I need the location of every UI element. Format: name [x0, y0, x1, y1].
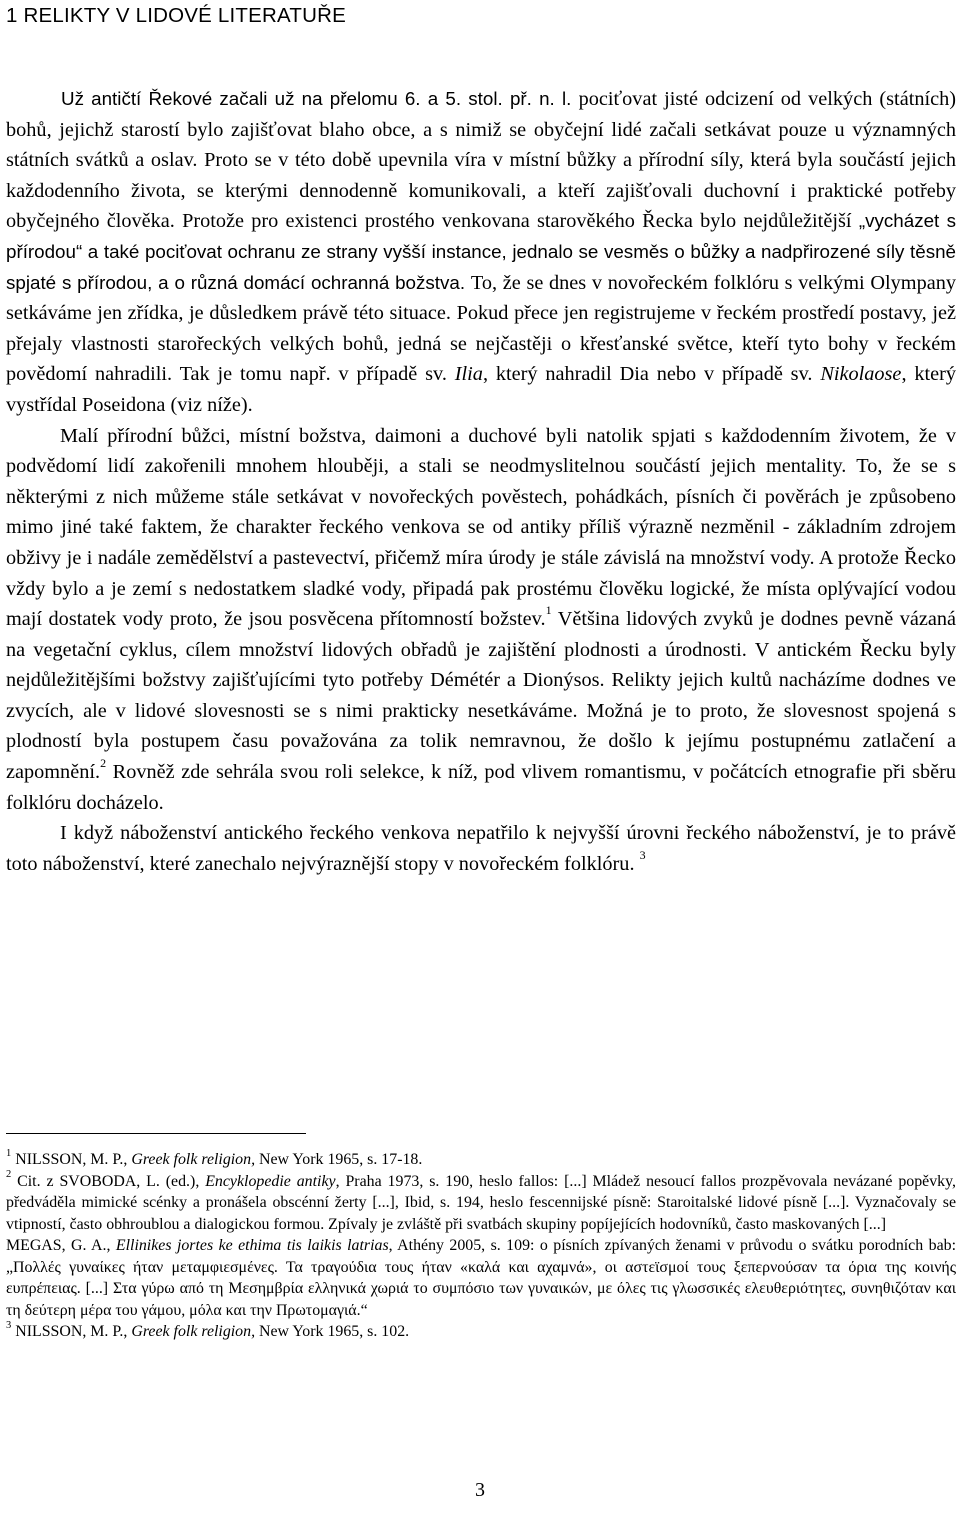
footnote-ref-2[interactable]: 2	[100, 756, 107, 771]
text-run: Většina lidových zvyků je dodnes pevně vázaná na vegetační cyklus, cílem množství lidových obřadů je zajištění plodnosti a úrodnosti. V antickém Řecku byly nejdůležitějšími božstvy zajišťujícími tyto potřeby Démétér a Dionýsos. Relikty jejich kultů nacházíme dodnes ve zvycích, ale v lidové slovesnosti se s nimi prakticky nesetkáváme. Možná je to proto, že slovesnost spojená s plodností byla postupem času považována za tolik nemravnou, že došlo k jejímu postupnému zatlačení a zapomnění.	[6, 608, 956, 784]
footnote-title: Ellinikes jortes ke ethima tis laikis latrias	[115, 1237, 389, 1254]
text-run: „vycházet s přírodou“ a také pociťovat ochranu ze strany vyšší instance, jednalo se vesměs o bůžky a nadpřirozené síly těsně spjaté s přírodou, a o různá domácí ochranná božstva.	[6, 210, 957, 293]
chapter-heading: 1 RELIKTY V LIDOVÉ LITERATUŘE	[6, 4, 346, 27]
text-run: Rovněž zde sehrála svou roli selekce, k níž, pod vlivem romantismu, v počátcích etnografie při sběru folklóru docházelo.	[6, 761, 956, 814]
footnotes	[6, 1149, 956, 1343]
footnote-text: New York 1965, s. 102.	[255, 1323, 410, 1340]
footnote-number: 2	[6, 1169, 12, 1181]
text-run: Malí přírodní bůžci, místní božstva, daimoni a duchové byli natolik spjati s každodenním životem, že v podvědomí lidí zakořenili mnohem hlouběji, a stali se neodmyslitelnou součástí jejich mentality.	[6, 424, 956, 478]
footnote-1	[6, 1149, 956, 1171]
footnote-text: Cit. z SVOBODA, L. (ed.),	[11, 1172, 206, 1190]
body-text	[6, 84, 956, 879]
footnote-ref-1[interactable]: 1	[545, 603, 552, 618]
paragraph-1	[6, 84, 956, 421]
emphasis-ilia: Ilia	[454, 363, 483, 386]
footnote-text: NILSSON, M. P.,	[11, 1151, 132, 1168]
footnote-number: 1	[6, 1147, 12, 1159]
footnote-3	[6, 1321, 956, 1343]
text-run: To, že se dnes v novořeckém folklóru s velkými Olympany setkáváme jen zřídka, je důsledkem právě této situace.	[6, 271, 956, 325]
text-run: Už antičtí Řekové začali už na přelomu 6. a 5. stol. př. n. l.	[61, 88, 579, 109]
emphasis-nikolaose: Nikolaose	[820, 363, 902, 386]
footnote-text: , Praha 1973, s. 190, heslo fallos: [...] Mládež nesoucí fallos prozpěvovala nevázané popěvky, předváděla mimické scénky a pronášela obscénní žerty [...], Ibid, s. 194, heslo fescennijské písně: Staroitalské lidové písně [...]. Vyznačovaly se vtipností, často obhroublou a dialogickou formou. Zpívaly je zvláště při svatbách skupiny popíjejících hodovníků, často maskovaných [...]	[6, 1172, 956, 1233]
footnote-2-continued	[6, 1235, 956, 1321]
text-run: I když náboženství antického řeckého venkova nepatřilo k nejvyšší úrovni řeckého náboženství, je to právě toto náboženství, které zanechalo nejvýraznější stopy v novořeckém folklóru.	[6, 822, 956, 875]
page-number: 3	[475, 1479, 485, 1501]
footnote-title: Greek folk religion,	[131, 1151, 256, 1168]
text-run: To, že se s některými z nich můžeme stále setkávat v novořeckých pověstech, pohádkách, písních či pověrách je způsobeno mimo jiné také faktem, že charakter řeckého venkova se od antiky příliš výrazně nezměnil - základním zdrojem obživy je i nadále zemědělství a pastevectví, přičemž míra úrody je stále závislá na množství vody. A protože Řecko vždy bylo a je zemí s nedostatkem sladké vody, připadá pak prostému člověku logické, že místa oplývající vodou mají dostatek vody proto, že jsou posvěcena přítomností božstev.	[6, 455, 956, 631]
footnote-separator	[6, 1133, 306, 1134]
text-run: pociťovat jisté odcizení od velkých (státních) bohů, jejichž starostí bylo zajišťovat blaho obce, a s nimiž se obyčejní lidé začali setkávat pouze u významných státních svátků a oslav. Proto se v této době upevnila víra v místní bůžky a přírodní síly, která byla součástí jejich každodenního života, se kterými dennodenně komunikovali, a kteří zajišťovali duchovní i praktické potřeby obyčejného člověka. Protože pro existenci prostého venkovana starověkého Řecka bylo nejdůležitější	[6, 88, 956, 233]
footnote-ref-3[interactable]: 3	[639, 848, 646, 863]
footnote-number: 3	[6, 1319, 12, 1331]
footnote-text: New York 1965, s. 17-18.	[255, 1151, 423, 1168]
footnote-title: Encyklopedie antiky	[205, 1172, 336, 1190]
footnote-title: Greek folk religion,	[131, 1323, 256, 1340]
paragraph-2	[6, 421, 956, 819]
footnote-text: , Athény 2005, s. 109: o písních zpívaných ženami v průvodu o svátku porodních bab: „Πολλές γυναίκες ήταν μεταμφιεσμένες. Τα τραγούδια τους ήταν «καλά και αχαμνά», οι αστεϊσμοί τους ξεπερνούσαν τα όρια της κοινής ευπρέπειας. [...] Στα γύρω από τη Μεσημβρία ελληνικά χωριά το συμπόσιο των γυναικών, με όλες τις γλωσσικές ελευθεριότητες, συνηθιζόταν και τη δεύτερη μέρα του γάμου, μόλα και την Πρωτομαγιά.“	[6, 1237, 956, 1319]
text-run: Pokud přece jen registrujeme v řeckém prostředí postavy, jež přejaly vlastnosti starořeckých velkých bohů, jedná se nejčastěji o křesťanské světce, kteří tyto bohy v řeckém povědomí nahradili. Tak je tomu např. v případě sv.	[6, 302, 957, 386]
text-run: , který vystřídal Poseidona (viz níže).	[6, 363, 957, 416]
paragraph-3	[6, 818, 956, 879]
text-run: , který nahradil Dia nebo v případě sv.	[482, 363, 821, 386]
footnote-2	[6, 1171, 956, 1236]
footnote-text: NILSSON, M. P.,	[11, 1323, 132, 1340]
footnote-text: MEGAS, G. A.,	[6, 1237, 116, 1254]
